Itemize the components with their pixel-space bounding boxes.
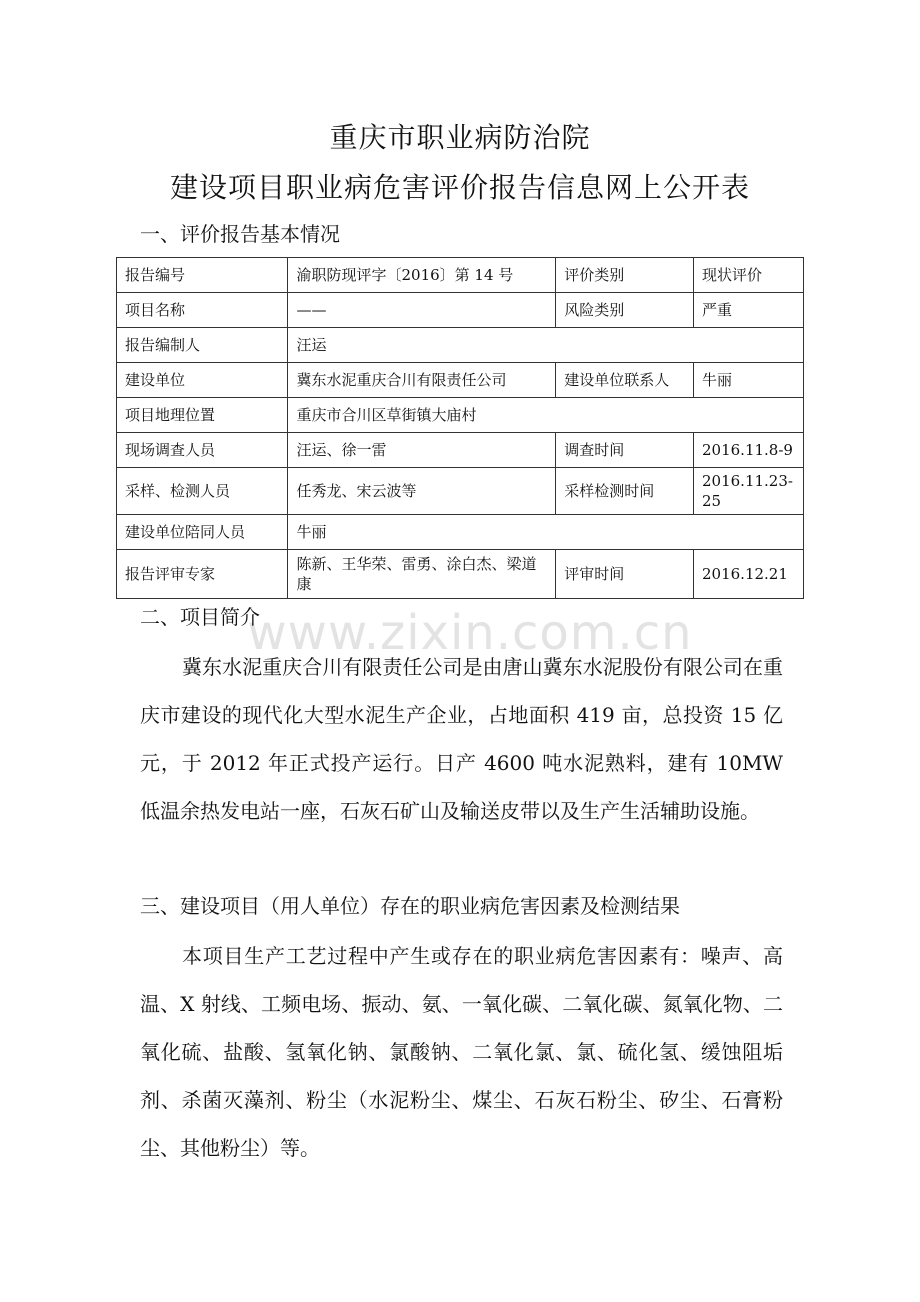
table-value-cell: 严重 <box>694 293 804 328</box>
table-value-cell: 2016.11.23-25 <box>694 468 804 515</box>
table-label-cell: 报告评审专家 <box>117 550 288 599</box>
table-label-cell: 建设单位 <box>117 363 288 398</box>
table-label-cell: 评价类别 <box>556 258 694 293</box>
table-row <box>117 468 804 515</box>
table-value-cell: —— <box>288 293 556 328</box>
table-row <box>117 293 804 328</box>
table-label-cell: 采样、检测人员 <box>117 468 288 515</box>
table-value-cell: 陈新、王华荣、雷勇、涂白杰、梁道康 <box>288 550 556 599</box>
table-value-cell: 牛丽 <box>288 515 804 550</box>
table-row <box>117 363 804 398</box>
table-row <box>117 398 804 433</box>
table-row <box>117 258 804 293</box>
table-label-cell: 项目地理位置 <box>117 398 288 433</box>
table-value-cell: 重庆市合川区草街镇大庙村 <box>288 398 804 433</box>
table-label-cell: 采样检测时间 <box>556 468 694 515</box>
table-label-cell: 报告编制人 <box>117 328 288 363</box>
watermark: www.zixin.com.cn <box>247 605 693 661</box>
section-heading-hazards: 三、建设项目（用人单位）存在的职业病危害因素及检测结果 <box>140 894 680 918</box>
table-label-cell: 调查时间 <box>556 433 694 468</box>
table-value-cell: 2016.11.8-9 <box>694 433 804 468</box>
table-value-cell: 任秀龙、宋云波等 <box>288 468 556 515</box>
table-label-cell: 风险类别 <box>556 293 694 328</box>
table-value-cell: 现状评价 <box>694 258 804 293</box>
section-heading-basic-info: 一、评价报告基本情况 <box>140 222 340 246</box>
table-label-cell: 项目名称 <box>117 293 288 328</box>
table-value-cell: 2016.12.21 <box>694 550 804 599</box>
table-row <box>117 433 804 468</box>
table-value-cell: 汪运 <box>288 328 804 363</box>
table-value-cell: 牛丽 <box>694 363 804 398</box>
project-intro-paragraph: 冀东水泥重庆合川有限责任公司是由唐山冀东水泥股份有限公司在重庆市建设的现代化大型水泥生产企业，占地面积 419 亩，总投资 15 亿元，于 2012 年正式投产运行。日产 4600 吨水泥熟料，建有 10MW 低温余热发电站一座，石灰石矿山及输送皮带以及生产生活辅助设施。 <box>140 655 783 823</box>
table-label-cell: 建设单位联系人 <box>556 363 694 398</box>
table-label-cell: 报告编号 <box>117 258 288 293</box>
table-row <box>117 515 804 550</box>
hazards-paragraph: 本项目生产工艺过程中产生或存在的职业病危害因素有：噪声、高温、X 射线、工频电场、振动、氨、一氧化碳、二氧化碳、氮氧化物、二氧化硫、盐酸、氢氧化钠、氯酸钠、二氧化氯、氯、硫化氢、缓蚀阻垢剂、杀菌灭藻剂、粉尘（水泥粉尘、煤尘、石灰石粉尘、矽尘、石膏粉尘、其他粉尘）等。 <box>140 944 783 1160</box>
table-row <box>117 328 804 363</box>
page-subtitle: 建设项目职业病危害评价报告信息网上公开表 <box>169 171 750 204</box>
table-label-cell: 现场调查人员 <box>117 433 288 468</box>
table-label-cell: 评审时间 <box>556 550 694 599</box>
table-row <box>117 550 804 599</box>
table-value-cell: 汪运、徐一雷 <box>288 433 556 468</box>
page-title: 重庆市职业病防治院 <box>329 121 591 154</box>
table-value-cell: 渝职防现评字〔2016〕第 14 号 <box>288 258 556 293</box>
table-label-cell: 建设单位陪同人员 <box>117 515 288 550</box>
report-info-table <box>116 257 804 599</box>
table-value-cell: 冀东水泥重庆合川有限责任公司 <box>288 363 556 398</box>
section-heading-project-intro: 二、项目简介 <box>140 605 260 629</box>
